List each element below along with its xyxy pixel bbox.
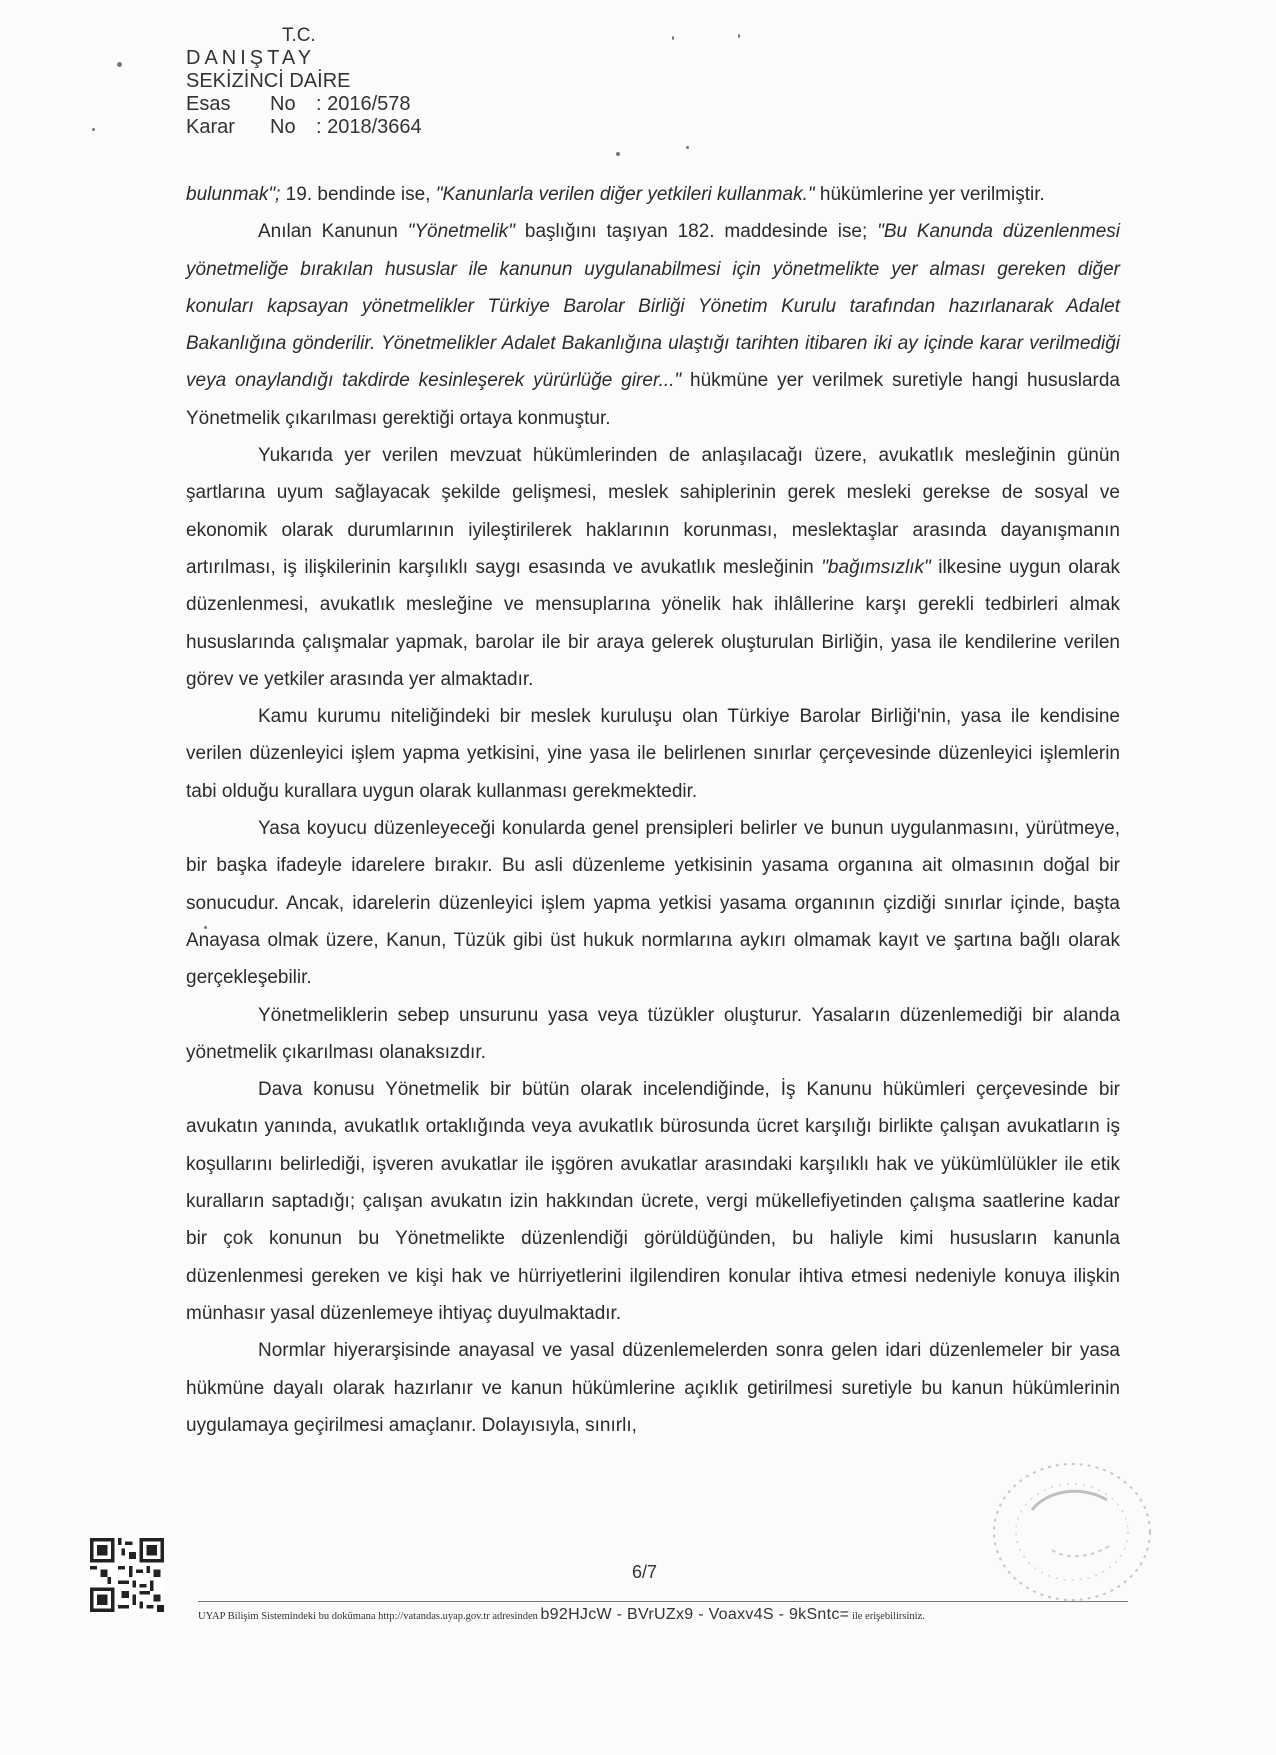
- scan-speck: [616, 152, 620, 156]
- p2-title: "Yönetmelik": [407, 221, 516, 243]
- footer-access-code: b92HJcW - BVrUZx9 - Voaxv4S - 9kSntc=: [540, 1606, 850, 1623]
- header-karar-line: [186, 117, 422, 137]
- p2-quote: "Bu Kanunda düzenlenmesi yönetmeliğe bırakılan hususlar ile kanunun uygulanabilmesi için yönetmelikte yer alması gereken diğer konuları kapsayan yönetmelikler Türkiye Barolar Birliği Yönetim Kurulu tarafından hazırlanarak Adalet Bakanlığına gönderilir. Yönetmelikler Adalet Bakanlığına ulaştığı tarihten itibaren iki ay içinde karar verilmediği veya onaylandığı takdirde kesinleşerek yürürlüğe girer...": [186, 221, 1120, 392]
- scan-speck: [204, 926, 207, 929]
- paragraph-3: [186, 437, 1120, 698]
- karar-number: : 2018/3664: [316, 116, 422, 138]
- header-esas-line: [186, 94, 422, 114]
- p3-term: "bağımsızlık": [821, 556, 931, 578]
- karar-no-label: No: [270, 116, 296, 138]
- esas-label: Esas: [186, 93, 231, 115]
- paragraph-5: Yasa koyucu düzenleyeceği konularda genel prensipleri belirler ve bunun uygulanmasını, yürütmeye, bir başka ifadeyle idarelere bırakır. Bu asli düzenleme yetkisinin yasama organına ait olmasının doğal bir sonucudur. Ancak, idarelerin düzenleyici işlem yapma yetkisi yasama organının çizdiği sınırlar içinde, başta Anayasa olmak üzere, Kanun, Tüzük gibi üst hukuk normlarına aykırı olmamak kayıt ve şartına bağlı olarak gerçekleşebilir.: [186, 818, 1120, 989]
- karar-label: Karar: [186, 116, 235, 138]
- scan-speck: [686, 146, 689, 149]
- p2-text-mid: başlığını taşıyan 182. maddesinde ise;: [515, 221, 878, 243]
- scan-speck: [117, 62, 122, 67]
- paragraph-4: Kamu kurumu niteliğindeki bir meslek kuruluşu olan Türkiye Barolar Birliği'nin, yasa ile kendisine verilen düzenleyici işlem yapma yetkisini, yine yasa ile belirlenen sınırlar çerçevesinde düzenleyici işlemlerin tabi olduğu kurallara uygun olarak kullanması gerekmektedir.: [186, 706, 1120, 802]
- paragraph-2: [186, 213, 1120, 437]
- document-body: [186, 176, 1120, 1444]
- scan-speck: [672, 36, 674, 40]
- scan-speck: [92, 128, 95, 131]
- header-department: SEKİZİNCİ DAİRE: [186, 70, 351, 92]
- footer-prefix: UYAP Bilişim Sistemindeki bu dokümana http://vatandas.uyap.gov.tr adresinden: [198, 1611, 541, 1622]
- header-tc: T.C.: [282, 25, 316, 46]
- official-seal-icon: [972, 1440, 1162, 1610]
- p2-text-start: Anılan Kanunun: [258, 221, 408, 243]
- p1-quote-2: "Kanunlarla verilen diğer yetkileri kullanmak.": [435, 184, 815, 205]
- p2-text-end: hükmüne yer verilmek suretiyle hangi hususlarda Yönetmelik çıkarılması gerektiği ortaya konmuştur.: [186, 370, 1120, 429]
- paragraph-6: Yönetmeliklerin sebep unsurunu yasa veya tüzükler oluşturur. Yasaların düzenlemediği bir alanda yönetmelik çıkarılması olanaksızdır.: [186, 1004, 1120, 1063]
- p1-quote-1: bulunmak";: [186, 184, 281, 205]
- paragraph-7: Dava konusu Yönetmelik bir bütün olarak incelendiğinde, İş Kanunu hükümleri çerçevesinde bir avukatın yanında, avukatlık ortaklığında veya avukatlık bürosunda ücret karşılığı birlikte çalışan avukatların iş koşullarını belirlediği, işveren avukatlar ile işgören avukatlar arasındaki karşılıklı hak ve yükümlülükler ile etik kuralların saptadığı; çalışan avukatın izin hakkından ücrete, vergi mükellefiyetinden çalışma saatlerine kadar bir çok konunun bu Yönetmelikte düzenlendiği görüldüğünden, bu haliyle kimi hususların kanunla düzenlenmesi gereken ve kişi hak ve hürriyetlerini ilgilendiren konular ihtiva etmesi nedeniyle konuya ilişkin münhasır yasal düzenlemeye ihtiyaç duyulmaktadır.: [186, 1079, 1120, 1324]
- paragraph-1: [186, 176, 1120, 213]
- p1-text-1: 19. bendinde ise,: [280, 184, 436, 205]
- p3-text-start: Yukarıda yer verilen mevzuat hükümlerinden de anlaşılacağı üzere, avukatlık mesleğinin günün şartlarına uyum sağlayacak şekilde gelişmesi, meslek sahiplerinin gerek mesleki gerekse de sosyal ve ekonomik olarak durumlarının iyileştirilerek haklarının korunması, meslektaşlar arasında dayanışmanın artırılması, iş ilişkilerinin karşılıklı saygı esasında ve avukatlık mesleğinin: [186, 445, 1120, 578]
- scan-speck: [738, 34, 740, 38]
- p1-text-2: hükümlerine yer verilmiştir.: [814, 184, 1045, 205]
- footer-suffix: ile erişebilirsiniz.: [849, 1611, 925, 1622]
- esas-no-label: No: [270, 93, 296, 115]
- esas-number: : 2016/578: [316, 93, 411, 115]
- p3-text-end: ilkesine uygun olarak düzenlenmesi, avukatlık mesleğine ve mensuplarına yönelik hak ihlâllerine karşı gerekli tedbirleri almak hususlarında çalışmalar yapmak, barolar ile bir araya gelerek oluşturulan Birliğin, yasa ile kendilerine verilen görev ve yetkiler arasında yer almaktadır.: [186, 556, 1121, 690]
- qr-code-icon: [90, 1538, 164, 1612]
- paragraph-8: Normlar hiyerarşisinde anayasal ve yasal düzenlemelerden sonra gelen idari düzenlemeler bir yasa hükmüne dayalı olarak hazırlanır ve kanun hükümlerine açıklık getirilmesi suretiyle bu kanun hükümlerinin uygulamaya geçirilmesi amaçlanır. Dolayısıyla, sınırlı,: [186, 1340, 1120, 1436]
- header-institution: DANIŞTAY: [186, 47, 316, 69]
- uyap-footer: [198, 1601, 1128, 1624]
- page-number: 6/7: [632, 1562, 658, 1582]
- document-header: [186, 26, 422, 140]
